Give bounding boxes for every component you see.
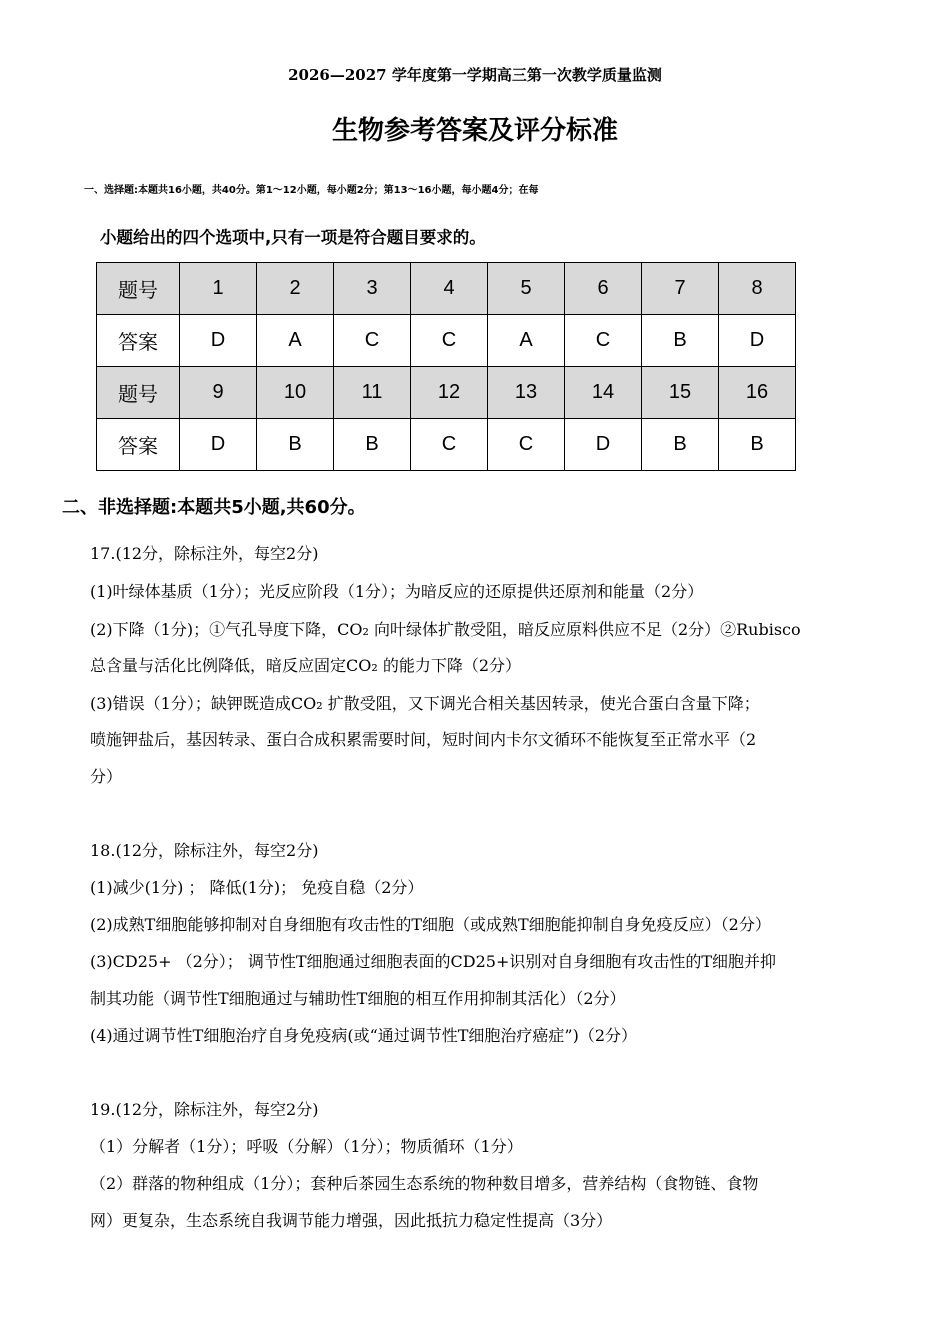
- table-cell: C: [334, 315, 411, 367]
- table-cell: B: [257, 419, 334, 471]
- answer-line: 分）: [90, 767, 123, 786]
- section1-heading-cont: 小题给出的四个选项中,只有一项是符合题目要求的。: [100, 228, 486, 247]
- table-cell: C: [411, 419, 488, 471]
- table-cell: C: [488, 419, 565, 471]
- page-subtitle: 生物参考答案及评分标准: [331, 116, 618, 146]
- table-cell: B: [642, 315, 719, 367]
- answer-line: （2）群落的物种组成（1分）；套种后茶园生态系统的物种数目增多，营养结构（食物链、食物: [90, 1174, 759, 1193]
- row-label: 题号: [97, 263, 180, 315]
- table-cell: C: [565, 315, 642, 367]
- table-cell: B: [642, 419, 719, 471]
- row-label: 答案: [97, 315, 180, 367]
- answer-line: 制其功能（调节性T细胞通过与辅助性T细胞的相互作用抑制其活化）（2分）: [90, 989, 626, 1008]
- answer-line: (1)叶绿体基质（1分）；光反应阶段（1分）；为暗反应的还原提供还原剂和能量（2分）: [90, 582, 704, 601]
- table-cell: D: [565, 419, 642, 471]
- table-cell: B: [719, 419, 796, 471]
- table-cell: D: [719, 315, 796, 367]
- answer-line: (1)减少(1分) ； 降低(1分)； 免疫自稳（2分）: [90, 878, 424, 897]
- section2-heading: 二、非选择题:本题共5小题,共60分。: [62, 497, 366, 518]
- page-title: 2026—2027 学年度第一学期高三第一次教学质量监测: [288, 66, 662, 84]
- answer-line: （1）分解者（1分）；呼吸（分解）（1分）；物质循环（1分）: [90, 1137, 523, 1156]
- table-cell: A: [257, 315, 334, 367]
- table-cell: 12: [411, 367, 488, 419]
- table-cell: B: [334, 419, 411, 471]
- answer-line: (3)错误（1分）；缺钾既造成CO₂ 扩散受阻，又下调光合相关基因转录，使光合蛋白含量下降；: [90, 694, 760, 713]
- table-cell: 5: [488, 263, 565, 315]
- q19-heading: 19.(12分，除标注外，每空2分): [90, 1100, 319, 1119]
- table-cell: 3: [334, 263, 411, 315]
- table-cell: 10: [257, 367, 334, 419]
- table-cell: 8: [719, 263, 796, 315]
- table-cell: 14: [565, 367, 642, 419]
- table-row: [97, 367, 796, 419]
- table-cell: 7: [642, 263, 719, 315]
- row-label: 题号: [97, 367, 180, 419]
- table-cell: 6: [565, 263, 642, 315]
- table-cell: 11: [334, 367, 411, 419]
- table-row: [97, 263, 796, 315]
- table-cell: 16: [719, 367, 796, 419]
- q18-heading: 18.(12分，除标注外，每空2分): [90, 841, 319, 860]
- table-cell: 13: [488, 367, 565, 419]
- table-cell: D: [180, 315, 257, 367]
- answer-line: 喷施钾盐后，基因转录、蛋白合成积累需要时间，短时间内卡尔文循环不能恢复至正常水平（2: [90, 730, 757, 749]
- table-cell: 9: [180, 367, 257, 419]
- section1-heading: 一、选择题:本题共16小题，共40分。第1～12小题，每小题2分；第13～16小题，每小题4分；在每: [84, 185, 539, 196]
- table-cell: D: [180, 419, 257, 471]
- table-cell: C: [411, 315, 488, 367]
- q17-heading: 17.(12分，除标注外，每空2分): [90, 544, 319, 563]
- answer-table: [96, 262, 796, 471]
- table-cell: 15: [642, 367, 719, 419]
- answer-line: 总含量与活化比例降低，暗反应固定CO₂ 的能力下降（2分）: [90, 656, 522, 675]
- row-label: 答案: [97, 419, 180, 471]
- answer-line: (2)成熟T细胞能够抑制对自身细胞有攻击性的T细胞（或成熟T细胞能抑制自身免疫反应）（2分）: [90, 915, 771, 934]
- answer-line: (4)通过调节性T细胞治疗自身免疫病(或“通过调节性T细胞治疗癌症”)（2分）: [90, 1026, 638, 1045]
- table-cell: 1: [180, 263, 257, 315]
- table-row: [97, 315, 796, 367]
- table-row: [97, 419, 796, 471]
- table-cell: 2: [257, 263, 334, 315]
- table-cell: A: [488, 315, 565, 367]
- table-cell: 4: [411, 263, 488, 315]
- answer-line: 网）更复杂，生态系统自我调节能力增强，因此抵抗力稳定性提高（3分）: [90, 1211, 613, 1230]
- answer-line: (3)CD25+ （2分）； 调节性T细胞通过细胞表面的CD25+识别对自身细胞有攻击性的T细胞并抑: [90, 952, 777, 971]
- answer-line: (2)下降（1分)；①气孔导度下降，CO₂ 向叶绿体扩散受阻，暗反应原料供应不足（2分）②Rubisco: [90, 620, 801, 639]
